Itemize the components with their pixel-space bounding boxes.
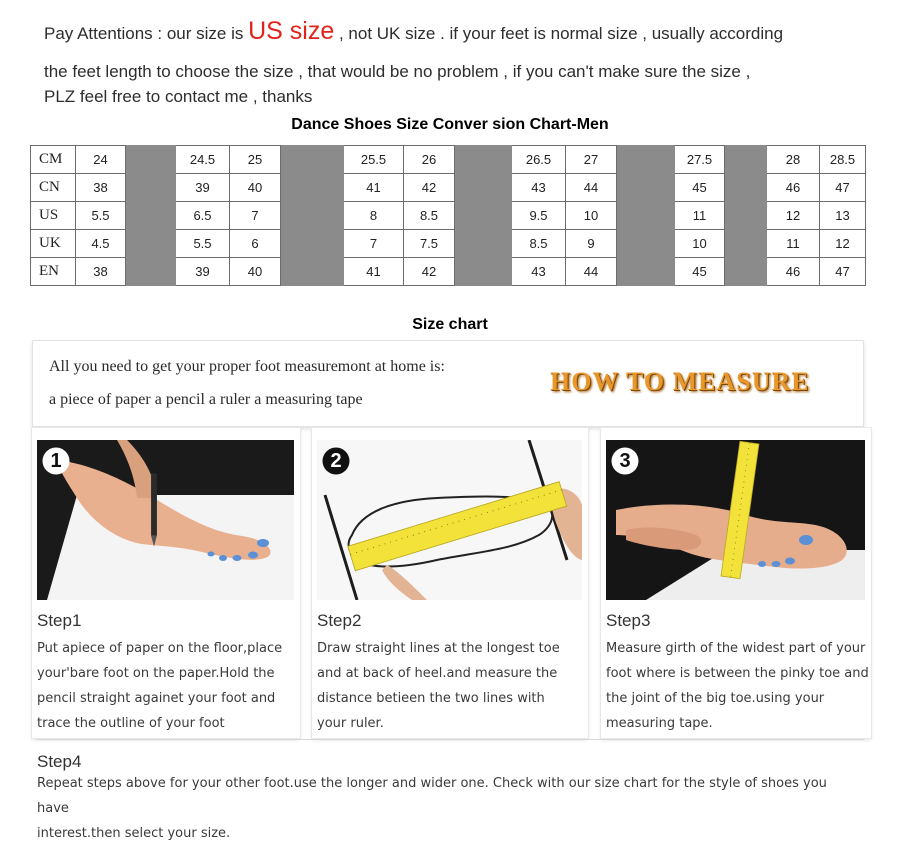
table-row bbox=[31, 202, 866, 230]
gap-cell bbox=[617, 258, 675, 286]
notice-accent-us-size: US size bbox=[248, 17, 335, 45]
size-cell: 38 bbox=[76, 174, 126, 202]
measure-line-2: a piece of paper a pencil a ruler a measuring tape bbox=[49, 391, 363, 408]
size-cell: 28 bbox=[767, 146, 820, 174]
gap-cell bbox=[126, 202, 176, 230]
step-1-line: pencil straight againet your foot and bbox=[37, 691, 276, 706]
size-cell: 27 bbox=[566, 146, 617, 174]
gap-cell bbox=[281, 230, 344, 258]
gap-cell bbox=[725, 174, 767, 202]
gap-cell bbox=[725, 202, 767, 230]
gap-cell bbox=[281, 146, 344, 174]
gap-cell bbox=[455, 258, 512, 286]
size-cell: 10 bbox=[566, 202, 617, 230]
step-2-line: your ruler. bbox=[317, 716, 384, 731]
size-cell: 7 bbox=[344, 230, 404, 258]
gap-cell bbox=[126, 258, 176, 286]
size-cell: 47 bbox=[820, 258, 866, 286]
size-cell: 12 bbox=[767, 202, 820, 230]
step-2-line: Draw straight lines at the longest toe bbox=[317, 641, 560, 656]
step-1-illustration bbox=[37, 440, 294, 600]
gap-cell bbox=[455, 230, 512, 258]
size-cell: 25 bbox=[230, 146, 281, 174]
size-cell: 11 bbox=[767, 230, 820, 258]
size-cell: 8.5 bbox=[512, 230, 566, 258]
size-cell: 24 bbox=[76, 146, 126, 174]
size-cell: 25.5 bbox=[344, 146, 404, 174]
step-2-line: distance betieen the two lines with bbox=[317, 691, 545, 706]
size-cell: 12 bbox=[820, 230, 866, 258]
notice-prefix: Pay Attentions : our size is bbox=[44, 24, 249, 43]
size-cell: 40 bbox=[230, 174, 281, 202]
step-3-card bbox=[601, 428, 871, 738]
size-conversion-table bbox=[30, 145, 866, 286]
size-table-title: Dance Shoes Size Conver sion Chart-Men bbox=[291, 116, 609, 133]
measure-line-1: All you need to get your proper foot measuremont at home is: bbox=[49, 358, 445, 375]
step-3-photo bbox=[606, 440, 865, 600]
step-2-line: and at back of heel.and measure the bbox=[317, 666, 558, 681]
size-cell: 41 bbox=[344, 258, 404, 286]
size-notice bbox=[44, 12, 889, 107]
size-cell: 11 bbox=[675, 202, 725, 230]
table-row bbox=[31, 230, 866, 258]
step-2-title: Step2 bbox=[317, 611, 362, 630]
size-cell: 44 bbox=[566, 258, 617, 286]
step-1-photo bbox=[37, 440, 294, 600]
size-cell: 47 bbox=[820, 174, 866, 202]
step-3-line: measuring tape. bbox=[606, 716, 713, 731]
size-cell: 6 bbox=[230, 230, 281, 258]
size-cell: 8.5 bbox=[404, 202, 455, 230]
row-label: UK bbox=[31, 230, 76, 258]
size-cell: 46 bbox=[767, 258, 820, 286]
size-cell: 4.5 bbox=[76, 230, 126, 258]
step-3-line: Measure girth of the widest part of your bbox=[606, 641, 866, 656]
pencil-icon bbox=[143, 470, 165, 550]
table-row bbox=[31, 146, 866, 174]
row-label: EN bbox=[31, 258, 76, 286]
size-cell: 7.5 bbox=[404, 230, 455, 258]
step-3-text bbox=[606, 636, 869, 736]
step-1-line: your'bare foot on the paper.Hold the bbox=[37, 666, 275, 681]
gap-cell bbox=[725, 230, 767, 258]
size-cell: 42 bbox=[404, 174, 455, 202]
step-1-number: 1 bbox=[50, 450, 62, 472]
notice-line-2: the feet length to choose the size , that would be no problem , if you can't make sure the size , bbox=[44, 62, 751, 81]
row-label: US bbox=[31, 202, 76, 230]
size-cell: 43 bbox=[512, 258, 566, 286]
step-3-title: Step3 bbox=[606, 611, 651, 630]
size-cell: 43 bbox=[512, 174, 566, 202]
step-3-line: foot where is between the pinky toe and bbox=[606, 666, 869, 681]
step-4-divider bbox=[36, 739, 864, 740]
gap-cell bbox=[126, 174, 176, 202]
size-cell: 5.5 bbox=[76, 202, 126, 230]
notice-line-3: PLZ feel free to contact me , thanks bbox=[44, 87, 313, 106]
gap-cell bbox=[455, 202, 512, 230]
gap-cell bbox=[126, 146, 176, 174]
size-cell: 6.5 bbox=[176, 202, 230, 230]
step-2-number: 2 bbox=[330, 450, 342, 472]
size-cell: 5.5 bbox=[176, 230, 230, 258]
size-cell: 13 bbox=[820, 202, 866, 230]
step-1-card bbox=[32, 428, 300, 738]
size-cell: 10 bbox=[675, 230, 725, 258]
size-cell: 41 bbox=[344, 174, 404, 202]
gap-cell bbox=[281, 258, 344, 286]
size-cell: 7 bbox=[230, 202, 281, 230]
step-4-title: Step4 bbox=[37, 752, 82, 771]
step-3-line: the joint of the big toe.using your bbox=[606, 691, 825, 706]
step-2-card bbox=[312, 428, 588, 738]
step-4-text bbox=[37, 771, 857, 846]
gap-cell bbox=[455, 146, 512, 174]
table-row bbox=[31, 258, 866, 286]
gap-cell bbox=[455, 174, 512, 202]
step-4-line-2: interest.then select your size. bbox=[37, 826, 231, 841]
size-cell: 8 bbox=[344, 202, 404, 230]
table-row bbox=[31, 174, 866, 202]
size-cell: 27.5 bbox=[675, 146, 725, 174]
size-cell: 28.5 bbox=[820, 146, 866, 174]
how-to-measure-banner: HOW TO MEASURE bbox=[550, 367, 810, 396]
size-cell: 24.5 bbox=[176, 146, 230, 174]
size-cell: 9.5 bbox=[512, 202, 566, 230]
size-cell: 38 bbox=[76, 258, 126, 286]
gap-cell bbox=[725, 146, 767, 174]
size-cell: 26 bbox=[404, 146, 455, 174]
size-cell: 42 bbox=[404, 258, 455, 286]
row-label: CN bbox=[31, 174, 76, 202]
row-label: CM bbox=[31, 146, 76, 174]
size-cell: 44 bbox=[566, 174, 617, 202]
step-2-text bbox=[317, 636, 567, 736]
step-1-text bbox=[37, 636, 287, 736]
gap-cell bbox=[281, 202, 344, 230]
size-chart-title: Size chart bbox=[412, 316, 488, 333]
gap-cell bbox=[617, 230, 675, 258]
size-cell: 45 bbox=[675, 174, 725, 202]
step-1-line: trace the outline of your foot bbox=[37, 716, 225, 731]
step-1-title: Step1 bbox=[37, 611, 82, 630]
step-1-line: Put apiece of paper on the floor,place bbox=[37, 641, 283, 656]
gap-cell bbox=[617, 174, 675, 202]
size-cell: 39 bbox=[176, 174, 230, 202]
size-cell: 9 bbox=[566, 230, 617, 258]
measure-intro-box bbox=[33, 341, 863, 426]
gap-cell bbox=[617, 202, 675, 230]
measure-intro-text bbox=[49, 350, 445, 416]
size-cell: 46 bbox=[767, 174, 820, 202]
step-3-number: 3 bbox=[619, 450, 631, 472]
step-2-photo bbox=[317, 440, 582, 600]
gap-cell bbox=[617, 146, 675, 174]
size-cell: 39 bbox=[176, 258, 230, 286]
notice-suffix: , not UK size . if your feet is normal size , usually according bbox=[334, 24, 784, 43]
size-cell: 45 bbox=[675, 258, 725, 286]
gap-cell bbox=[281, 174, 344, 202]
size-cell: 40 bbox=[230, 258, 281, 286]
size-cell: 26.5 bbox=[512, 146, 566, 174]
gap-cell bbox=[126, 230, 176, 258]
step-4-line-1: Repeat steps above for your other foot.use the longer and wider one. Check with our size chart for the style of shoes you have bbox=[37, 776, 827, 816]
gap-cell bbox=[725, 258, 767, 286]
